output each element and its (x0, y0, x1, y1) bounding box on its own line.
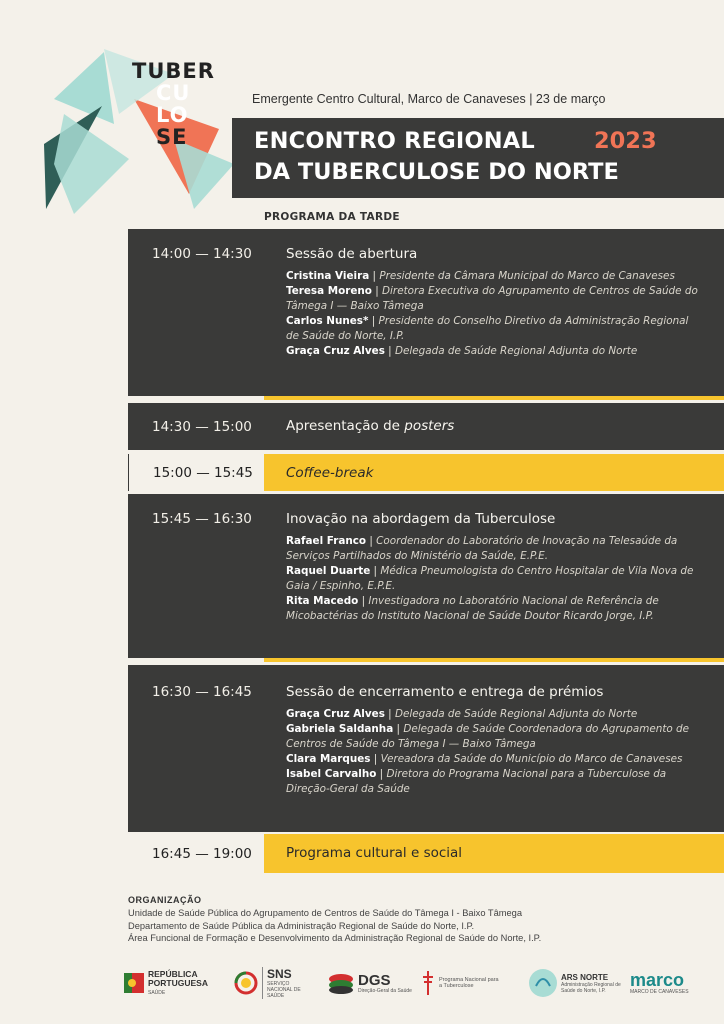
sns-icon (234, 971, 258, 995)
title-line-1: ENCONTRO REGIONAL (254, 128, 535, 154)
organization-line: Unidade de Saúde Pública do Agrupamento de Centros de Saúde do Tâmega I - Baixo Tâmega (128, 908, 523, 918)
ars-icon (528, 968, 558, 998)
speaker: Raquel Duarte | Médica Pneumologista do Centro Hospitalar de Vila Nova de Gaia / Espinho, E.P.E. (286, 565, 694, 592)
session-time: 14:00 — 14:30 (128, 229, 264, 396)
session-time: 16:30 — 16:45 (128, 665, 264, 832)
title-year: 2023 (594, 128, 657, 154)
session-content (264, 834, 724, 873)
schedule-row (128, 229, 724, 396)
logo-letters-4: SE (156, 125, 188, 149)
schedule-row (128, 454, 724, 491)
speaker: Rafael Franco | Coordenador do Laboratório de Inovação na Telesaúde da Serviços Partilhados do Ministério da Saúde, E.P.E. (286, 535, 678, 562)
marco-logo: marco MARCO DE CANAVESES (630, 970, 689, 995)
speaker: Rita Macedo | Investigadora no Laboratório Nacional de Referência de Micobactérias do Instituto Nacional de Saúde Doutor Ricardo Jorge, I.P. (286, 595, 659, 622)
dgs-logo: DGS Direção-Geral da Saúde (328, 964, 412, 1002)
speaker: Graça Cruz Alves | Delegada de Saúde Regional Adjunta do Norte (286, 708, 638, 720)
program-heading: PROGRAMA DA TARDE (264, 211, 400, 223)
schedule-row (128, 834, 724, 873)
logo-letters-1: TUBER (132, 59, 215, 83)
speaker: Teresa Moreno | Diretora Executiva do Agrupamento de Centros de Saúde do Tâmega I — Baixo Tâmega (286, 285, 698, 312)
session-title: Coffee-break (286, 465, 374, 481)
flag-icon (124, 971, 144, 995)
session-title: Sessão de abertura (286, 246, 418, 262)
speaker: Isabel Carvalho | Diretora do Programa Nacional para a Tuberculose da Direção-Geral da Saúde (286, 768, 667, 795)
organization-title: ORGANIZAÇÃO (128, 895, 202, 905)
session-content (264, 494, 724, 658)
session-title: Sessão de encerramento e entrega de prémios (286, 684, 604, 700)
session-content (264, 229, 724, 396)
session-content (264, 403, 724, 450)
yellow-divider (264, 658, 724, 662)
organization-block (128, 895, 541, 945)
ars-norte-logo: ARS NORTE Administração Regional de Saúde do Norte, I.P. (528, 964, 621, 1002)
schedule-row (128, 665, 724, 832)
schedule-row (128, 403, 724, 450)
speaker: Gabriela Saldanha | Delegada de Saúde Coordenadora do Agrupamento de Centros de Saúde do Tâmega I — Baixo Tâmega (286, 723, 690, 750)
republica-portuguesa-logo: REPÚBLICA PORTUGUESA SAÚDE (124, 964, 208, 1002)
programa-tuberculose-logo: Programa Nacional para a Tuberculose (422, 964, 503, 1002)
session-title: Inovação na abordagem da Tuberculose (286, 511, 556, 527)
session-content (264, 665, 724, 832)
dgs-icon (328, 971, 354, 995)
title-band (232, 118, 724, 198)
cross-icon (422, 970, 434, 996)
schedule-row (128, 494, 724, 658)
speaker: Clara Marques | Vereadora da Saúde do Município do Marco de Canaveses (286, 753, 683, 765)
speaker: Carlos Nunes* | Presidente do Conselho Diretivo da Administração Regional de Saúde do Norte, I.P. (286, 315, 689, 342)
logo-letters-3: LO (156, 103, 189, 127)
title-line-2: DA TUBERCULOSE DO NORTE (254, 159, 619, 185)
session-title: Apresentação de posters (286, 418, 455, 434)
session-time: 14:30 — 15:00 (128, 403, 264, 450)
footer-logos (120, 964, 720, 1004)
session-time: 15:00 — 15:45 (128, 454, 264, 491)
logo-letters-2: CU (156, 81, 191, 105)
speaker: Cristina Vieira | Presidente da Câmara Municipal do Marco de Canaveses (286, 270, 675, 282)
session-title: Programa cultural e social (286, 845, 463, 861)
speaker: Graça Cruz Alves | Delegada de Saúde Regional Adjunta do Norte (286, 345, 638, 357)
session-time: 15:45 — 16:30 (128, 494, 264, 658)
organization-line: Área Funcional de Formação e Desenvolvimento da Administração Regional de Saúde do Norte, I.P. (128, 933, 542, 943)
event-location-date: Emergente Centro Cultural, Marco de Canaveses | 23 de março (252, 92, 606, 106)
organization-line: Departamento de Saúde Pública da Administração Regional de Saúde do Norte, I.P. (128, 920, 475, 931)
session-content (264, 454, 724, 491)
session-time: 16:45 — 19:00 (128, 834, 264, 873)
tuberculose-logo (44, 44, 244, 214)
yellow-divider (264, 396, 724, 400)
sns-logo: SNS SERVIÇO NACIONAL DE SAÚDE (234, 964, 303, 1002)
